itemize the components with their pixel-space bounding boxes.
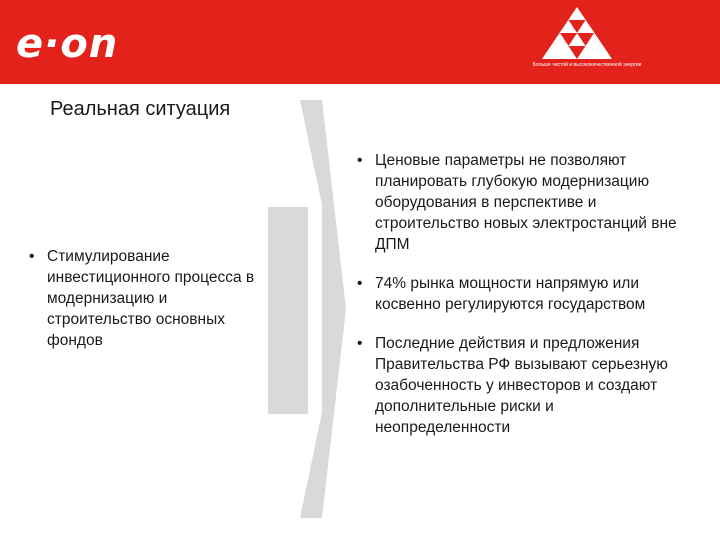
triangle-logo-icon bbox=[540, 5, 614, 61]
bullet-text: Стимулирование инвестиционного процесса в модернизацию и строительство основных фондов bbox=[47, 248, 255, 349]
bullet-icon: • bbox=[29, 248, 35, 265]
bullet-text: Последние действия и предложения Правительства РФ вызывают серьезную озабоченность у инвесторов и создают дополнительные риски и неопределенности bbox=[375, 335, 668, 436]
slide-subheading: Реальная ситуация bbox=[50, 98, 231, 120]
list-item bbox=[356, 333, 686, 438]
list-item bbox=[28, 246, 268, 351]
bullet-text: Ценовые параметры не позволяют планировать глубокую модернизацию оборудования в перспективе и строительство новых электростанций вне ДПМ bbox=[375, 152, 677, 253]
list-item bbox=[356, 150, 686, 255]
eon-logo: e·on bbox=[16, 21, 119, 67]
bullet-text: 74% рынка мощности напрямую или косвенно регулируются государством bbox=[375, 275, 646, 313]
list-item bbox=[356, 273, 686, 315]
header-bar bbox=[0, 0, 720, 84]
left-bullet-list bbox=[28, 246, 268, 351]
bullet-icon: • bbox=[357, 152, 363, 169]
tagline: Больше чистой и высококачественной энергии bbox=[532, 62, 642, 68]
bullet-icon: • bbox=[357, 275, 363, 292]
bullet-icon: • bbox=[357, 335, 363, 352]
right-bullet-list bbox=[356, 150, 686, 456]
arrow-chevron-icon bbox=[300, 100, 363, 520]
